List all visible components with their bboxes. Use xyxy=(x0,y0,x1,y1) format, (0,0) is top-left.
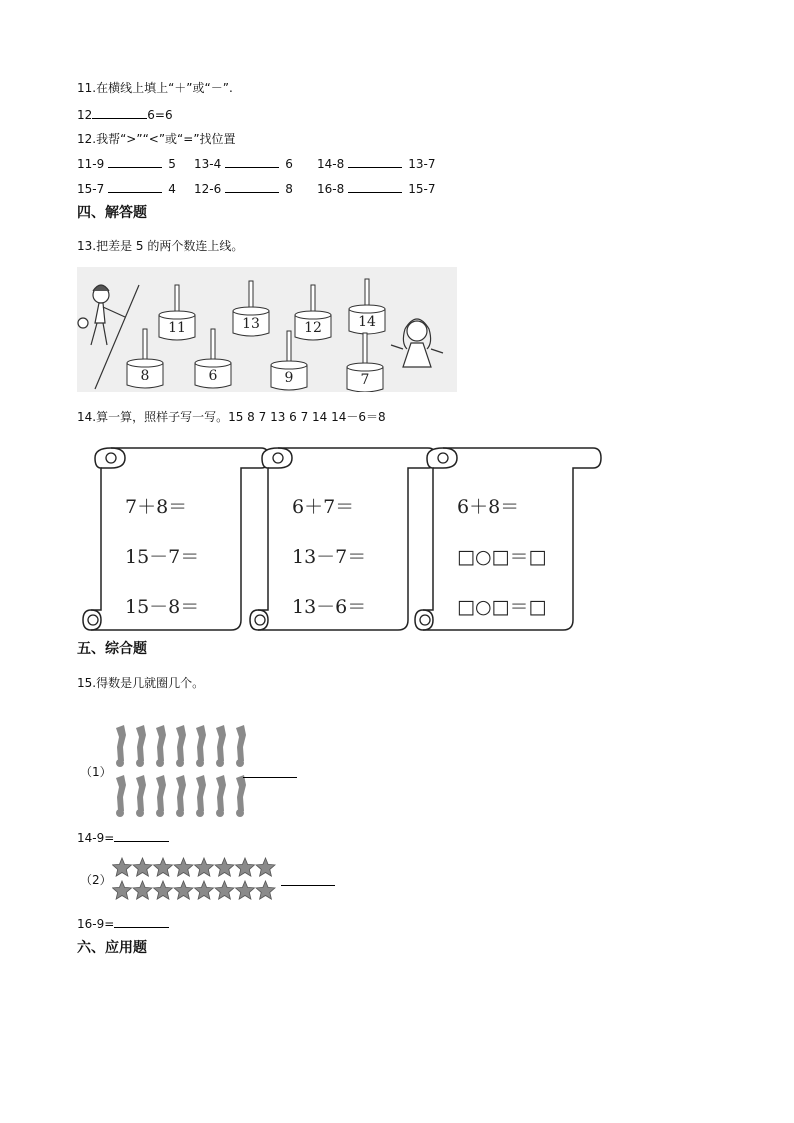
star-figure xyxy=(215,858,234,876)
star-figure xyxy=(113,858,132,876)
bottom-drum xyxy=(195,329,231,388)
scroll-equation: 15－8＝ xyxy=(125,596,200,618)
pen-figure xyxy=(236,725,246,767)
bottom-drum xyxy=(127,329,163,388)
drum-lid xyxy=(159,311,195,319)
q15-prompt: 15.得数是几就圈几个。 xyxy=(77,676,205,690)
scroll-equation: □○□＝□ xyxy=(457,546,547,568)
q12-left: 16-8 xyxy=(317,182,345,196)
pen-figure xyxy=(196,725,206,767)
section-4-title: 四、解答题 xyxy=(77,205,147,221)
star-figure xyxy=(113,881,132,899)
pen-figure xyxy=(136,775,146,817)
star-figure xyxy=(174,881,193,899)
q12-right: 5 xyxy=(168,157,176,171)
q12-right: 13-7 xyxy=(408,157,436,171)
star-figure xyxy=(133,881,152,899)
q12-item xyxy=(77,155,176,172)
star-figure xyxy=(195,858,214,876)
drum-stick xyxy=(363,333,367,367)
drum-number[interactable]: 7 xyxy=(360,372,370,388)
star-figure xyxy=(195,881,214,899)
q11-prompt: 11.在横线上填上“＋”或“－”. xyxy=(77,81,233,95)
star-figure xyxy=(174,858,193,876)
q12-left: 11-9 xyxy=(77,157,105,171)
q14-prompt: 14.算一算，照样子写一写。15 8 7 13 6 7 14 14－6＝8 xyxy=(77,410,386,424)
section-5-title: 五、综合题 xyxy=(77,641,147,657)
drum-number[interactable]: 9 xyxy=(284,370,294,386)
top-drum xyxy=(295,285,331,340)
star-figure xyxy=(133,858,152,876)
scroll-equation: 13－7＝ xyxy=(292,546,367,568)
scroll-card xyxy=(413,446,603,636)
top-drum xyxy=(233,281,269,336)
section-6-title: 六、应用题 xyxy=(77,940,147,956)
q12-blank[interactable] xyxy=(348,180,402,193)
drum-number[interactable]: 6 xyxy=(208,368,218,384)
pen-figure xyxy=(176,775,186,817)
q15-part1-label: （1） xyxy=(80,765,112,779)
q12-blank[interactable] xyxy=(225,180,279,193)
star-figures-svg xyxy=(112,856,282,902)
bottom-drum xyxy=(347,333,383,392)
q15-part1-eq-line xyxy=(77,829,169,846)
q12-right: 6 xyxy=(285,157,293,171)
q12-item xyxy=(317,180,435,197)
q15-part2-eq: 16-9= xyxy=(77,917,115,931)
bottom-drum xyxy=(271,331,307,390)
q12-blank[interactable] xyxy=(108,180,162,193)
q15-part2-label: （2） xyxy=(80,873,112,887)
q11-right: 6=6 xyxy=(147,108,173,122)
star-figure xyxy=(236,858,255,876)
pen-figure xyxy=(236,775,246,817)
top-drum xyxy=(159,285,195,340)
drum-stick xyxy=(211,329,215,363)
q12-prompt: 12.我帮“>”“<”或“=”找位置 xyxy=(77,132,236,146)
star-figure xyxy=(154,858,173,876)
q12-item xyxy=(194,155,293,172)
q15-part2-blank[interactable] xyxy=(281,873,335,886)
scroll-equation: 6＋8＝ xyxy=(457,496,520,518)
q12-item xyxy=(77,180,176,197)
drum-lid xyxy=(295,311,331,319)
q12-right: 15-7 xyxy=(408,182,436,196)
q11-left: 12 xyxy=(77,108,93,122)
scroll-equation: 13－6＝ xyxy=(292,596,367,618)
star-figure xyxy=(154,881,173,899)
q12-right: 4 xyxy=(168,182,176,196)
q15-part2-eq-blank[interactable] xyxy=(114,915,169,928)
q12-blank[interactable] xyxy=(108,155,162,168)
scroll-card xyxy=(81,446,271,636)
q11-line xyxy=(77,106,173,123)
q15-part1-figures xyxy=(110,722,250,818)
q13-prompt: 13.把差是 5 的两个数连上线。 xyxy=(77,239,244,253)
drum-number[interactable]: 8 xyxy=(140,368,150,384)
scroll-equation: □○□＝□ xyxy=(457,596,547,618)
scroll-equation: 15－7＝ xyxy=(125,546,200,568)
drum-number[interactable]: 13 xyxy=(242,316,260,332)
q15-part2-eq-line xyxy=(77,915,169,932)
pen-figure xyxy=(136,725,146,767)
drum-number[interactable]: 14 xyxy=(358,314,376,330)
drum-stick xyxy=(287,331,291,365)
drum-lid xyxy=(233,307,269,315)
q12-item xyxy=(317,155,435,172)
q12-right: 8 xyxy=(285,182,293,196)
girl-figure xyxy=(391,319,443,367)
q12-left: 12-6 xyxy=(194,182,222,196)
drum-number[interactable]: 11 xyxy=(168,320,186,336)
pen-figure xyxy=(116,775,126,817)
q13-illustration xyxy=(77,267,457,392)
q15-part1-eq: 14-9= xyxy=(77,831,115,845)
pen-figure xyxy=(156,725,166,767)
pen-figure xyxy=(176,725,186,767)
q15-part2-figures xyxy=(112,856,282,902)
drum-stick xyxy=(143,329,147,363)
top-drums xyxy=(159,279,385,340)
pen-figure xyxy=(216,725,226,767)
pen-figure xyxy=(196,775,206,817)
pen-figure xyxy=(156,775,166,817)
top-drum xyxy=(349,279,385,334)
drum-lid xyxy=(195,359,231,367)
drum-number[interactable]: 12 xyxy=(304,320,322,336)
q12-left: 14-8 xyxy=(317,157,345,171)
q12-blank[interactable] xyxy=(225,155,279,168)
star-figure xyxy=(256,881,275,899)
pen-figure xyxy=(216,775,226,817)
star-figure xyxy=(236,881,255,899)
q12-left: 13-4 xyxy=(194,157,222,171)
q15-part1-eq-blank[interactable] xyxy=(114,829,169,842)
star-figure xyxy=(215,881,234,899)
pen-figures-svg xyxy=(110,722,250,818)
scroll-card xyxy=(248,446,438,636)
scroll-equation: 7＋8＝ xyxy=(125,496,188,518)
scroll-equation: 6＋7＝ xyxy=(292,496,355,518)
drum-lid xyxy=(271,361,307,369)
q13-illustration-svg xyxy=(77,267,457,392)
star-figure xyxy=(256,858,275,876)
q12-blank[interactable] xyxy=(348,155,402,168)
drum-lid xyxy=(347,363,383,371)
drum-lid xyxy=(349,305,385,313)
pen-figure xyxy=(116,725,126,767)
q15-part1-blank[interactable] xyxy=(243,765,297,778)
q11-blank[interactable] xyxy=(92,106,147,119)
drum-lid xyxy=(127,359,163,367)
q12-item xyxy=(194,180,293,197)
q12-left: 15-7 xyxy=(77,182,105,196)
